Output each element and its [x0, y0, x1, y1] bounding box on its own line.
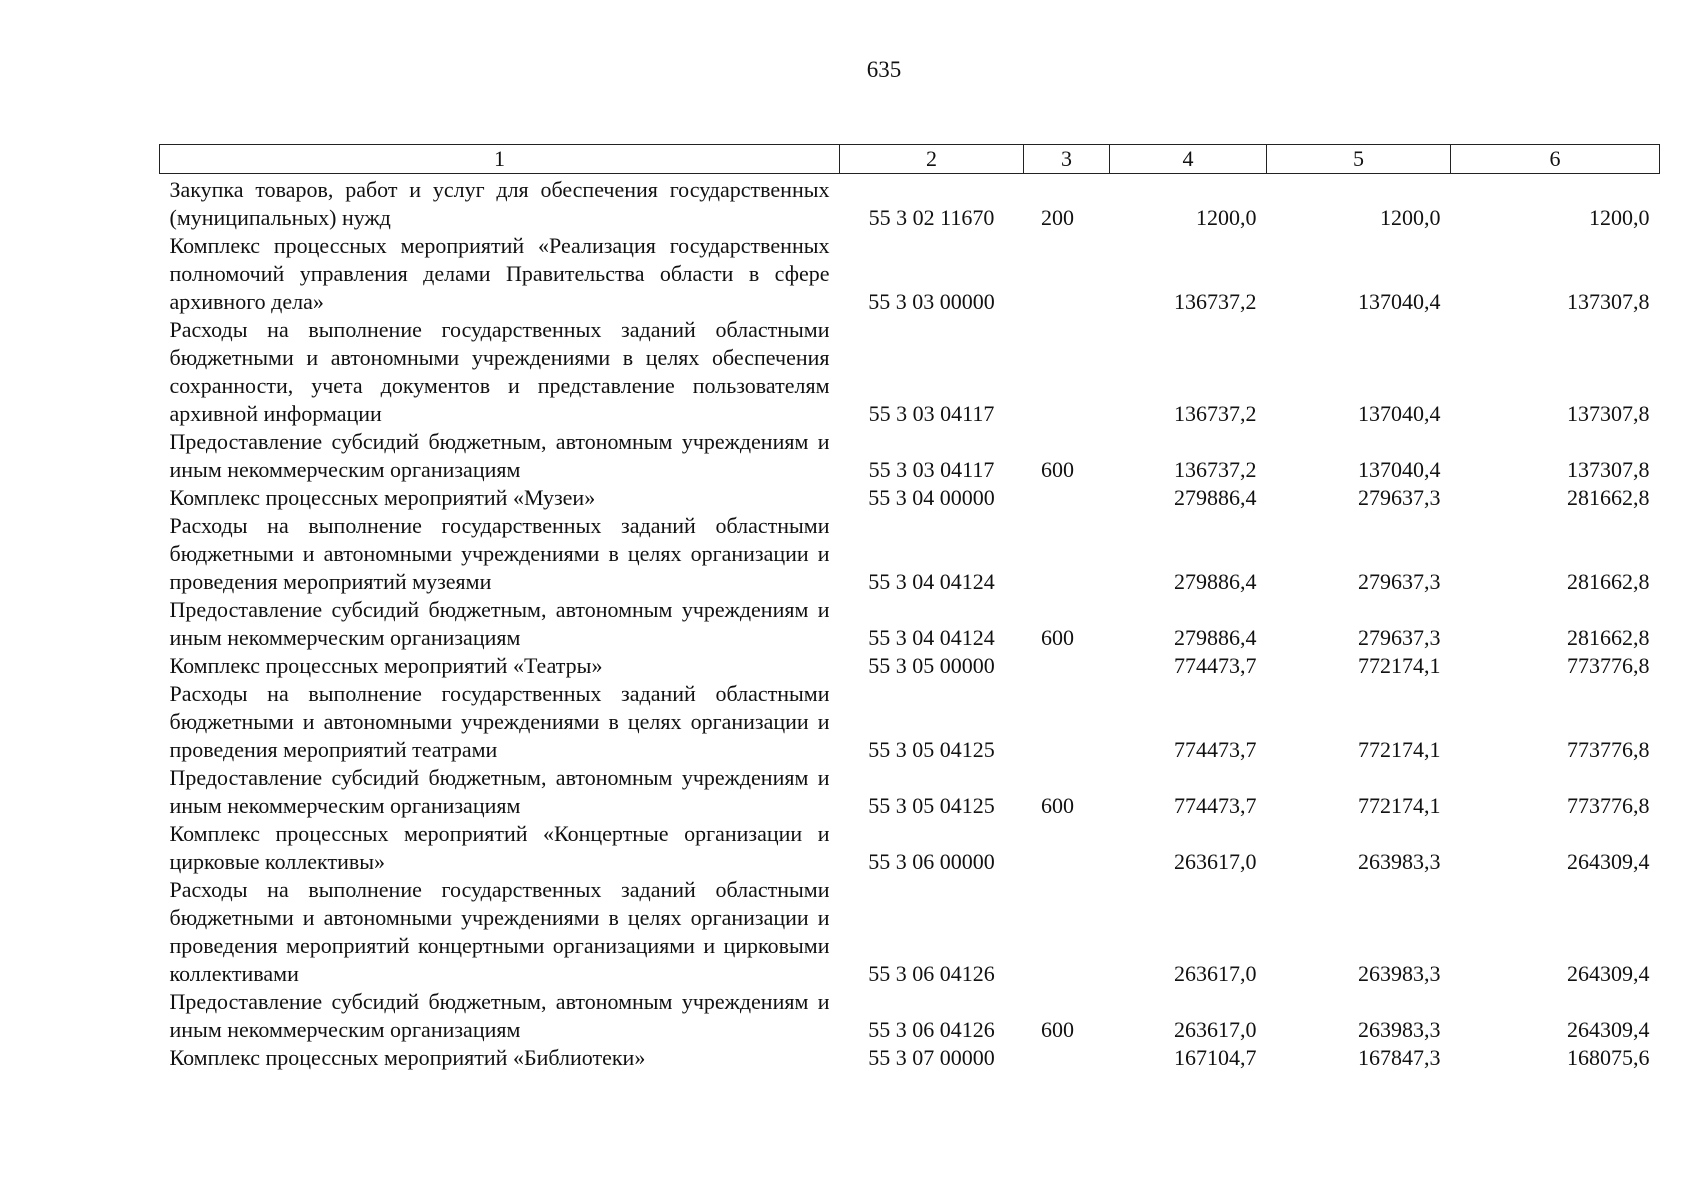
row-value-col6: 137307,8: [1567, 457, 1650, 482]
table-row: [160, 316, 1660, 428]
row-value-col4: 136737,2: [1174, 457, 1257, 482]
row-code: 55 3 02 11670: [868, 205, 995, 230]
row-name: Комплекс процессных мероприятий «Концертные организации и цирковые коллективы»: [169, 821, 830, 874]
row-expense-type: [1024, 1044, 1110, 1072]
row-expense-type: 600: [1041, 1017, 1074, 1042]
row-code: 55 3 05 04125: [868, 737, 995, 762]
row-name: Комплекс процессных мероприятий «Библиотеки»: [169, 1045, 646, 1070]
table-row: [160, 820, 1660, 876]
row-value-col5: 137040,4: [1358, 289, 1441, 314]
page-number: 635: [866, 57, 902, 82]
table-row: [160, 652, 1660, 680]
table-row: [160, 174, 1660, 233]
row-value-col4: 279886,4: [1174, 625, 1257, 650]
row-code: 55 3 03 04117: [868, 401, 995, 426]
row-value-col5: 772174,1: [1358, 793, 1441, 818]
row-value-col5: 137040,4: [1358, 457, 1441, 482]
row-expense-type: [1024, 876, 1110, 988]
row-name: Предоставление субсидий бюджетным, автономным учреждениям и иным некоммерческим организациям: [169, 597, 830, 650]
row-value-col4: 279886,4: [1174, 485, 1257, 510]
row-value-col4: 263617,0: [1174, 849, 1257, 874]
row-name: Предоставление субсидий бюджетным, автономным учреждениям и иным некоммерческим организациям: [169, 989, 830, 1042]
row-code: 55 3 04 04124: [868, 569, 995, 594]
table-row: [160, 988, 1660, 1044]
row-value-col5: 279637,3: [1358, 569, 1441, 594]
column-header-3: 3: [1024, 145, 1110, 174]
table-row: [160, 428, 1660, 484]
column-header-6: 6: [1451, 145, 1660, 174]
row-value-col5: 279637,3: [1358, 625, 1441, 650]
column-header-1: 1: [160, 145, 840, 174]
table-row: [160, 1044, 1660, 1072]
row-value-col6: 264309,4: [1567, 849, 1650, 874]
row-value-col5: 772174,1: [1358, 653, 1441, 678]
row-expense-type: 600: [1041, 625, 1074, 650]
row-expense-type: 600: [1041, 793, 1074, 818]
row-value-col6: 773776,8: [1567, 737, 1650, 762]
row-code: 55 3 05 00000: [868, 653, 995, 678]
row-value-col6: 168075,6: [1567, 1045, 1650, 1070]
table-row: [160, 512, 1660, 596]
row-name: Расходы на выполнение государственных заданий областными бюджетными и автономными учреждениями в целях организации и проведения мероприятий театрами: [169, 681, 830, 762]
row-code: 55 3 06 04126: [868, 961, 995, 986]
row-value-col4: 774473,7: [1174, 793, 1257, 818]
row-expense-type: [1024, 232, 1110, 316]
table-row: [160, 680, 1660, 764]
row-code: 55 3 04 04124: [868, 625, 995, 650]
row-expense-type: [1024, 512, 1110, 596]
row-code: 55 3 06 00000: [868, 849, 995, 874]
row-value-col6: 281662,8: [1567, 625, 1650, 650]
row-value-col6: 281662,8: [1567, 485, 1650, 510]
row-name: Комплекс процессных мероприятий «Театры»: [169, 653, 603, 678]
row-name: Предоставление субсидий бюджетным, автономным учреждениям и иным некоммерческим организациям: [169, 765, 830, 818]
row-value-col6: 264309,4: [1567, 1017, 1650, 1042]
row-name: Комплекс процессных мероприятий «Реализация государственных полномочий управления делами Правительства области в сфере архивного дела»: [169, 233, 830, 314]
row-expense-type: [1024, 652, 1110, 680]
row-name: Расходы на выполнение государственных заданий областными бюджетными и автономными учреждениями в целях организации и проведения мероприятий музеями: [169, 513, 830, 594]
column-header-2: 2: [840, 145, 1024, 174]
row-code: 55 3 05 04125: [868, 793, 995, 818]
row-expense-type: 200: [1041, 205, 1074, 230]
column-header-4: 4: [1110, 145, 1267, 174]
row-value-col6: 1200,0: [1589, 205, 1650, 230]
header-row: [160, 145, 1660, 174]
row-value-col5: 263983,3: [1358, 849, 1441, 874]
column-header-5: 5: [1267, 145, 1451, 174]
row-code: 55 3 03 04117: [868, 457, 995, 482]
row-value-col5: 279637,3: [1358, 485, 1441, 510]
row-code: 55 3 07 00000: [868, 1045, 995, 1070]
budget-table: [159, 144, 1660, 1072]
row-value-col4: 279886,4: [1174, 569, 1257, 594]
row-name: Расходы на выполнение государственных заданий областными бюджетными и автономными учреждениями в целях обеспечения сохранности, учета документов и представление пользователям архивной информации: [169, 317, 830, 426]
table-row: [160, 232, 1660, 316]
row-expense-type: [1024, 680, 1110, 764]
row-name: Закупка товаров, работ и услуг для обеспечения государственных (муниципальных) нужд: [169, 177, 830, 230]
row-value-col4: 774473,7: [1174, 737, 1257, 762]
row-value-col5: 263983,3: [1358, 1017, 1441, 1042]
row-value-col6: 264309,4: [1567, 961, 1650, 986]
table-body: [160, 174, 1660, 1073]
row-value-col4: 167104,7: [1174, 1045, 1257, 1070]
row-value-col5: 1200,0: [1380, 205, 1441, 230]
table-row: [160, 596, 1660, 652]
row-value-col4: 136737,2: [1174, 401, 1257, 426]
table-row: [160, 764, 1660, 820]
row-value-col5: 772174,1: [1358, 737, 1441, 762]
row-expense-type: [1024, 820, 1110, 876]
row-code: 55 3 04 00000: [868, 485, 995, 510]
row-name: Комплекс процессных мероприятий «Музеи»: [169, 485, 596, 510]
row-value-col6: 137307,8: [1567, 289, 1650, 314]
row-expense-type: [1024, 484, 1110, 512]
row-code: 55 3 03 00000: [868, 289, 995, 314]
row-value-col5: 137040,4: [1358, 401, 1441, 426]
row-value-col4: 263617,0: [1174, 961, 1257, 986]
row-value-col6: 281662,8: [1567, 569, 1650, 594]
row-value-col4: 263617,0: [1174, 1017, 1257, 1042]
row-value-col6: 773776,8: [1567, 793, 1650, 818]
row-expense-type: 600: [1041, 457, 1074, 482]
row-value-col4: 1200,0: [1196, 205, 1257, 230]
table-row: [160, 484, 1660, 512]
row-name: Предоставление субсидий бюджетным, автономным учреждениям и иным некоммерческим организациям: [169, 429, 830, 482]
row-value-col4: 774473,7: [1174, 653, 1257, 678]
row-value-col5: 167847,3: [1358, 1045, 1441, 1070]
row-value-col6: 773776,8: [1567, 653, 1650, 678]
row-value-col4: 136737,2: [1174, 289, 1257, 314]
row-name: Расходы на выполнение государственных заданий областными бюджетными и автономными учреждениями в целях организации и проведения мероприятий концертными организациями и цирковыми коллективами: [169, 877, 830, 986]
row-expense-type: [1024, 316, 1110, 428]
row-value-col5: 263983,3: [1358, 961, 1441, 986]
row-code: 55 3 06 04126: [868, 1017, 995, 1042]
table-header: [160, 145, 1660, 174]
row-value-col6: 137307,8: [1567, 401, 1650, 426]
table-row: [160, 876, 1660, 988]
